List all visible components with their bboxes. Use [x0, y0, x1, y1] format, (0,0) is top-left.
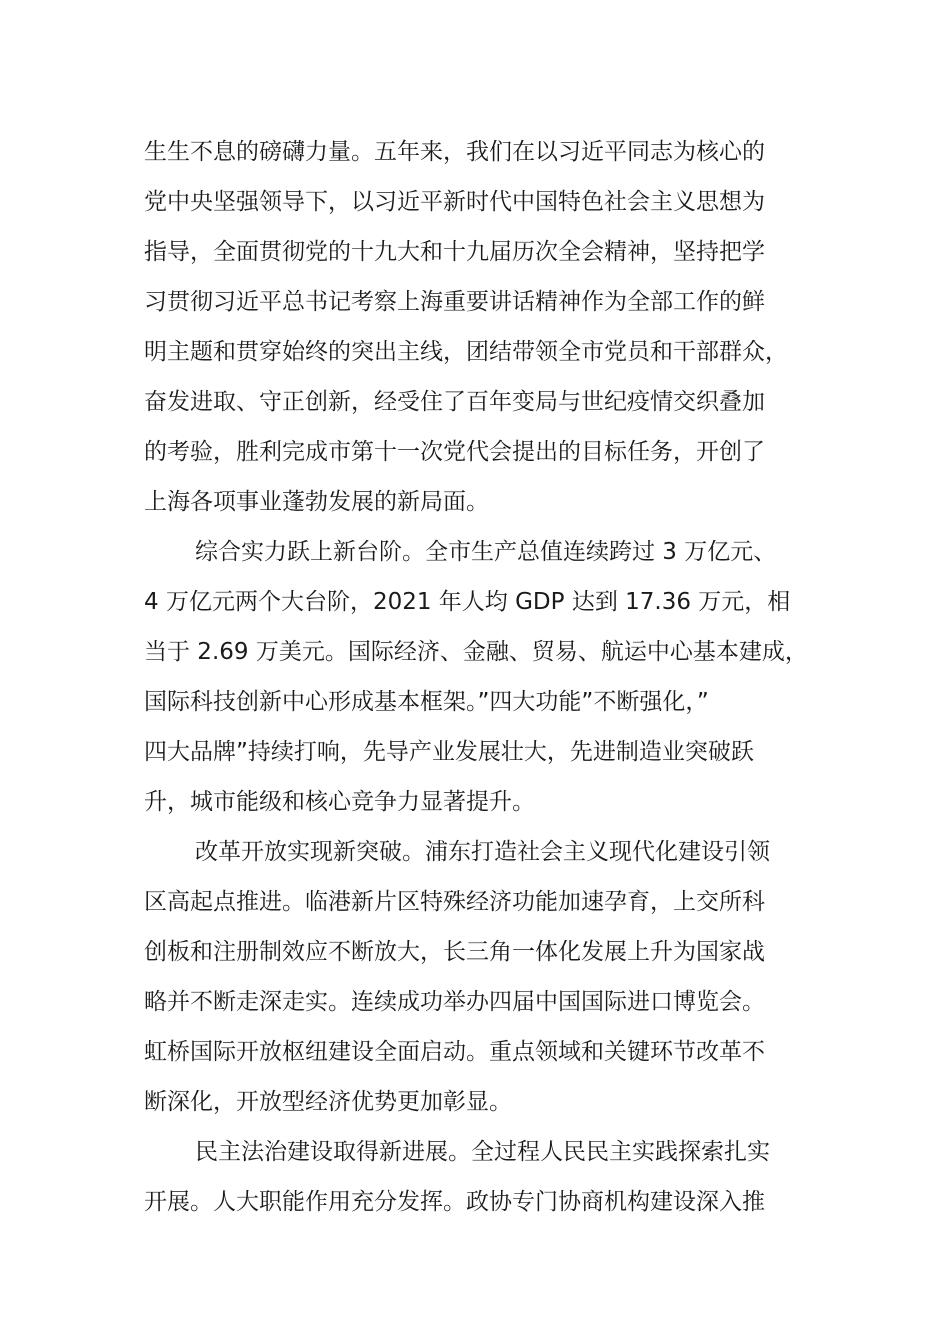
text-line: 国际科技创新中心形成基本框架。”四大功能”不断强化，” — [144, 689, 709, 715]
text-line: 升，城市能级和核心竞争力显著提升。 — [144, 789, 535, 815]
text-line: 虹桥国际开放枢纽建设全面启动。重点领域和关键环节改革不 — [144, 1039, 765, 1065]
text-line: 4 万亿元两个大台阶，2021 年人均 GDP 达到 17.36 万元，相 — [144, 589, 791, 615]
text-line: 党中央坚强领导下，以习近平新时代中国特色社会主义思想为 — [144, 189, 765, 215]
text-line: 指导，全面贯彻党的十九大和十九届历次全会精神，坚持把学 — [144, 239, 765, 265]
document-body — [144, 127, 814, 1227]
text-line: 区高起点推进。临港新片区特殊经济功能加速孕育，上交所科 — [144, 889, 765, 915]
paragraph-first-line: 改革开放实现新突破。浦东打造社会主义现代化建设引领 — [195, 839, 770, 865]
text-line: 四大品牌”持续打响，先导产业发展壮大，先进制造业突破跃 — [144, 739, 754, 765]
text-line: 奋发进取、守正创新，经受住了百年变局与世纪疫情交织叠加 — [144, 389, 765, 415]
text-line: 断深化，开放型经济优势更加彰显。 — [144, 1089, 512, 1115]
text-line: 上海各项事业蓬勃发展的新局面。 — [144, 489, 489, 515]
text-line: 开展。人大职能作用充分发挥。政协专门协商机构建设深入推 — [144, 1189, 765, 1215]
paragraph-first-line: 综合实力跃上新台阶。全市生产总值连续跨过 3 万亿元、 — [195, 539, 777, 565]
text-line: 习贯彻习近平总书记考察上海重要讲话精神作为全部工作的鲜 — [144, 289, 765, 315]
text-line: 创板和注册制效应不断放大，长三角一体化发展上升为国家战 — [144, 939, 765, 965]
paragraph-first-line: 民主法治建设取得新进展。全过程人民民主实践探索扎实 — [195, 1139, 770, 1165]
text-line: 略并不断走深走实。连续成功举办四届中国国际进口博览会。 — [144, 989, 765, 1015]
text-line: 当于 2.69 万美元。国际经济、金融、贸易、航运中心基本建成， — [144, 639, 808, 665]
text-line: 的考验，胜利完成市第十一次党代会提出的目标任务，开创了 — [144, 439, 765, 465]
text-line: 明主题和贯穿始终的突出主线，团结带领全市党员和干部群众， — [144, 339, 788, 365]
text-line: 生生不息的磅礴力量。五年来，我们在以习近平同志为核心的 — [144, 139, 765, 165]
